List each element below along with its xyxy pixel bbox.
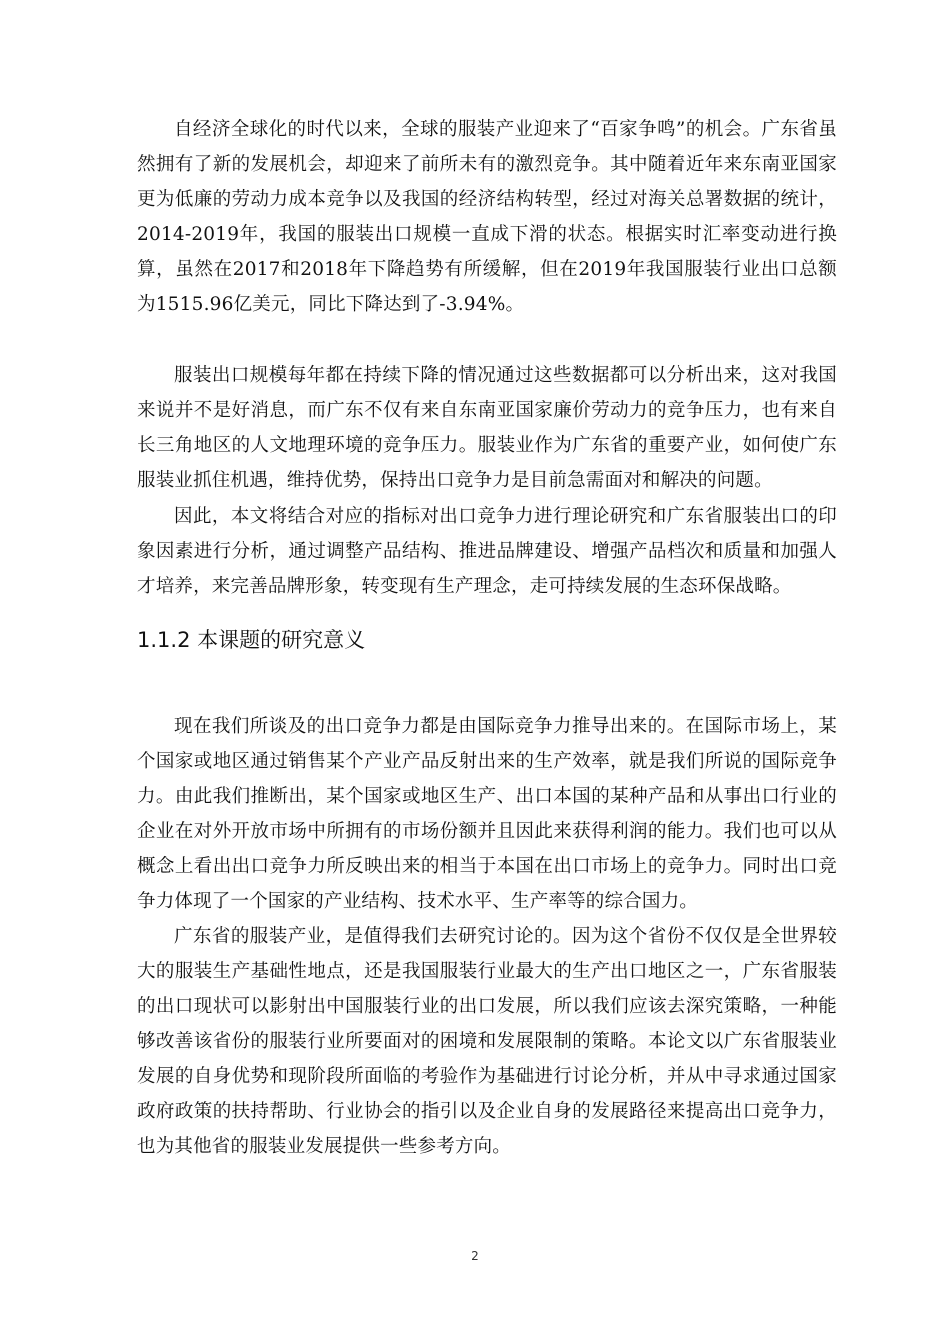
paragraph-guangdong-significance: 广东省的服装产业，是值得我们去研究讨论的。因为这个省份不仅仅是全世界较大的服装生产基础性地点，还是我国服装行业最大的生产出口地区之一，广东省服装的出口现状可以影射出中国服装行业的出口发展，所以我们应该去深究策略，一种能够改善该省份的服装行业所要面对的困境和发展限制的策略。本论文以广东省服装业发展的自身优势和现阶段所面临的考验作为基础进行讨论分析，并从中寻求通过国家政府政策的扶持帮助、行业协会的指引以及企业自身的发展路径来提高出口竞争力，也为其他省的服装业发展提供一些参考方向。 xyxy=(137,926,837,1157)
paragraph-export-decline: 服装出口规模每年都在持续下降的情况通过这些数据都可以分析出来，这对我国来说并不是好消息，而广东不仅有来自东南亚国家廉价劳动力的竞争压力，也有来自长三角地区的人文地理环境的竞争压力。服装业作为广东省的重要产业，如何使广东服装业抓住机遇，维持优势，保持出口竞争力是目前急需面对和解决的问题。 xyxy=(137,365,837,491)
section-heading: 1.1.2 本课题的研究意义 xyxy=(137,628,366,652)
paragraph-research-approach: 因此，本文将结合对应的指标对出口竞争力进行理论研究和广东省服装出口的印象因素进行分析，通过调整产品结构、推进品牌建设、增强产品档次和质量和加强人才培养，来完善品牌形象，转变现有生产理念，走可持续发展的生态环保战略。 xyxy=(137,506,837,597)
paragraph-export-competitiveness-definition: 现在我们所谈及的出口竞争力都是由国际竞争力推导出来的。在国际市场上，某个国家或地区通过销售某个产业产品反射出来的生产效率，就是我们所说的国际竞争力。由此我们推断出，某个国家或地区生产、出口本国的某种产品和从事出口行业的企业在对外开放市场中所拥有的市场份额并且因此来获得利润的能力。我们也可以从概念上看出出口竞争力所反映出来的相当于本国在出口市场上的竞争力。同时出口竞争力体现了一个国家的产业结构、技术水平、生产率等的综合国力。 xyxy=(137,716,837,912)
page-number: 2 xyxy=(471,1249,479,1263)
paragraph-globalization-competition: 自经济全球化的时代以来，全球的服装产业迎来了“百家争鸣”的机会。广东省虽然拥有了新的发展机会，却迎来了前所未有的激烈竞争。其中随着近年来东南亚国家更为低廉的劳动力成本竞争以及我国的经济结构转型，经过对海关总署数据的统计，2014-2019年，我国的服装出口规模一直成下滑的状态。根据实时汇率变动进行换算，虽然在2017和2018年下降趋势有所缓解，但在2019年我国服装行业出口总额为1515.96亿美元，同比下降达到了-3.94%。 xyxy=(137,119,837,315)
